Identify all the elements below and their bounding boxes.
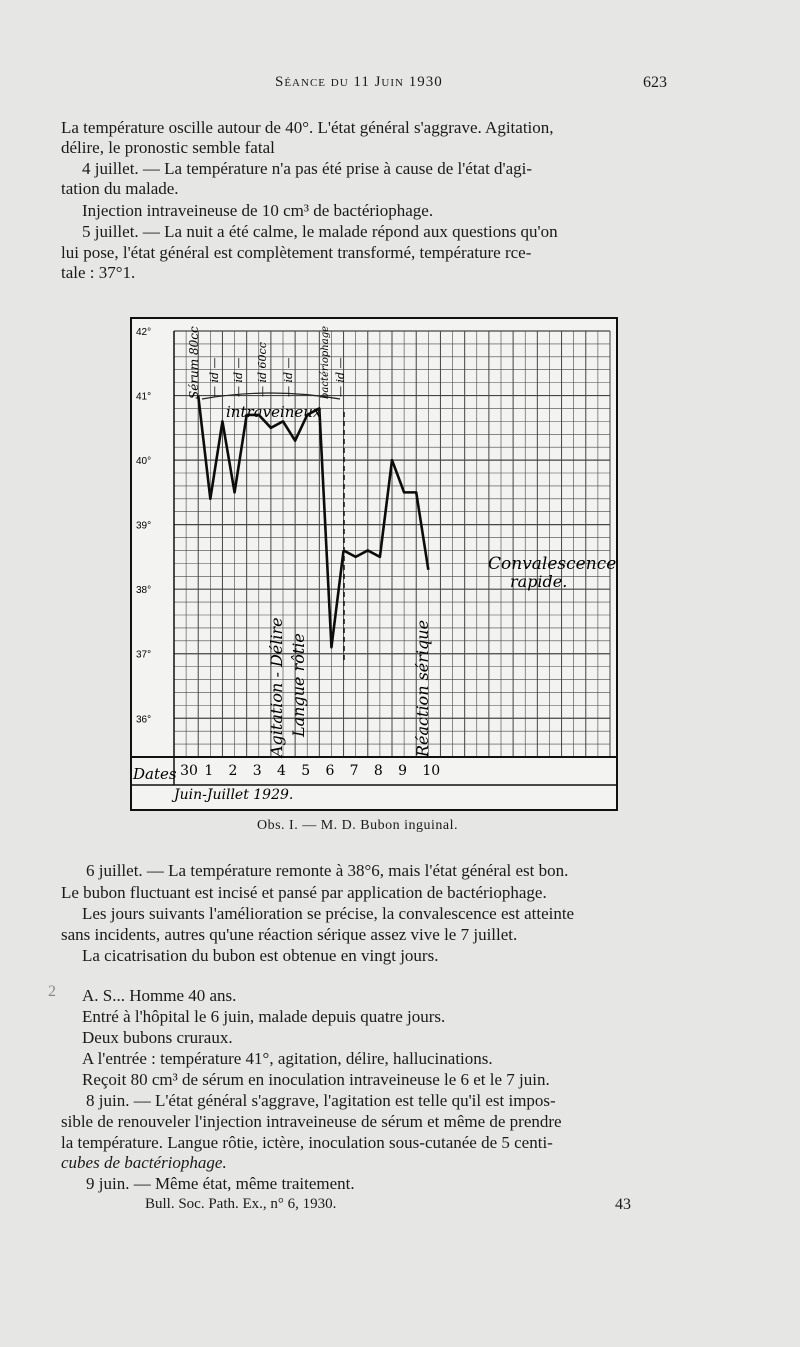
text-line: 4 juillet. — La température n'a pas été prise à cause de l'état d'agi-	[82, 159, 533, 178]
reaction-label: Réaction sérique	[413, 619, 432, 757]
page-number: 623	[643, 74, 667, 91]
margin-mark: 2	[48, 983, 56, 1000]
x-tick-label: 6	[325, 763, 335, 779]
month-label: Juin-Juillet 1929.	[174, 787, 294, 803]
text-line: La cicatrisation du bubon est obtenue en vingt jours.	[82, 946, 439, 965]
text-line: A l'entrée : température 41°, agitation, délire, hallucinations.	[82, 1049, 493, 1068]
text-line: sible de renouveler l'injection intraveineuse de sérum et même de prendre	[61, 1112, 562, 1131]
rapide-label: rapide.	[510, 572, 568, 591]
dose-label: — id —	[282, 357, 295, 397]
text-line: Entré à l'hôpital le 6 juin, malade depuis quatre jours.	[82, 1007, 446, 1026]
text-line: Deux bubons cruraux.	[82, 1028, 233, 1047]
dose-label: — id 60cc	[256, 342, 269, 397]
intraveineux-label: intraveineux	[226, 403, 322, 421]
text-line: la température. Langue rôtie, ictère, inoculation sous-cutanée de 5 centi-	[61, 1133, 553, 1152]
dose-label: — id —	[334, 357, 347, 397]
x-tick-label: 7	[349, 763, 359, 779]
y-tick-label: 39°	[136, 520, 152, 532]
text-line: Les jours suivants l'amélioration se précise, la convalescence est atteinte	[82, 904, 575, 923]
x-tick-label: 10	[422, 763, 441, 779]
y-tick-label: 37°	[136, 649, 152, 661]
x-tick-label: 4	[277, 763, 286, 779]
convalescence-label: Convalescence	[488, 554, 617, 574]
running-title: Séance du 11 Juin 1930	[275, 74, 443, 90]
x-tick-label: 30	[180, 763, 198, 779]
y-tick-label: 42°	[136, 327, 152, 338]
dose-label: Sérum 80cc	[187, 326, 201, 399]
text-line: 8 juin. — L'état général s'aggrave, l'agitation est telle qu'il est impos-	[86, 1091, 556, 1110]
text-line: A. S... Homme 40 ans.	[82, 986, 237, 1005]
x-tick-label: 1	[204, 763, 214, 779]
y-tick-label: 36°	[136, 714, 152, 726]
text-line: Injection intraveineuse de 10 cm³ de bactériophage.	[82, 201, 434, 220]
x-axis-label: Dates	[133, 765, 177, 783]
x-tick-label: 5	[301, 763, 311, 779]
y-tick-label: 41°	[136, 391, 152, 403]
text-line: tation du malade.	[61, 179, 179, 198]
text-line: 6 juillet. — La température remonte à 38°6, mais l'état général est bon.	[86, 861, 569, 880]
text-line: sans incidents, autres qu'une réaction sérique assez vive le 7 juillet.	[61, 925, 518, 944]
x-tick-label: 3	[252, 763, 262, 779]
text-line: délire, le pronostic semble fatal	[61, 138, 275, 157]
text-line: Reçoit 80 cm³ de sérum en inoculation intraveineuse le 6 et le 7 juin.	[82, 1070, 550, 1089]
journal-reference: Bull. Soc. Path. Ex., n° 6, 1930.	[145, 1196, 337, 1212]
text-line: 9 juin. — Même état, même traitement.	[86, 1174, 355, 1193]
x-tick-label: 8	[373, 763, 383, 779]
text-line: 5 juillet. — La nuit a été calme, le malade répond aux questions qu'on	[82, 222, 558, 241]
x-tick-label: 2	[228, 763, 238, 779]
figure-caption: Obs. I. — M. D. Bubon inguinal.	[257, 818, 458, 833]
dose-label: — id —	[208, 357, 221, 397]
y-tick-label: 40°	[136, 456, 152, 468]
dose-label: bactériophage	[320, 325, 331, 399]
signature-mark: 43	[615, 1196, 631, 1213]
y-tick-label: 38°	[136, 585, 152, 597]
dose-label: — id —	[232, 357, 245, 397]
text-line: lui pose, l'état général est complètement transformé, température rce-	[61, 243, 532, 262]
x-tick-label: 9	[398, 763, 408, 779]
text-line: Le bubon fluctuant est incisé et pansé par application de bactériophage.	[61, 883, 547, 902]
text-line: tale : 37°1.	[61, 263, 136, 282]
langue-label: Langue rôtie	[289, 633, 308, 737]
temperature-chart	[130, 317, 618, 812]
text-line: cubes de bactériophage.	[61, 1153, 227, 1172]
text-line: La température oscille autour de 40°. L'état général s'aggrave. Agitation,	[61, 118, 554, 137]
agitation-label: Agitation - Délire	[267, 617, 286, 757]
